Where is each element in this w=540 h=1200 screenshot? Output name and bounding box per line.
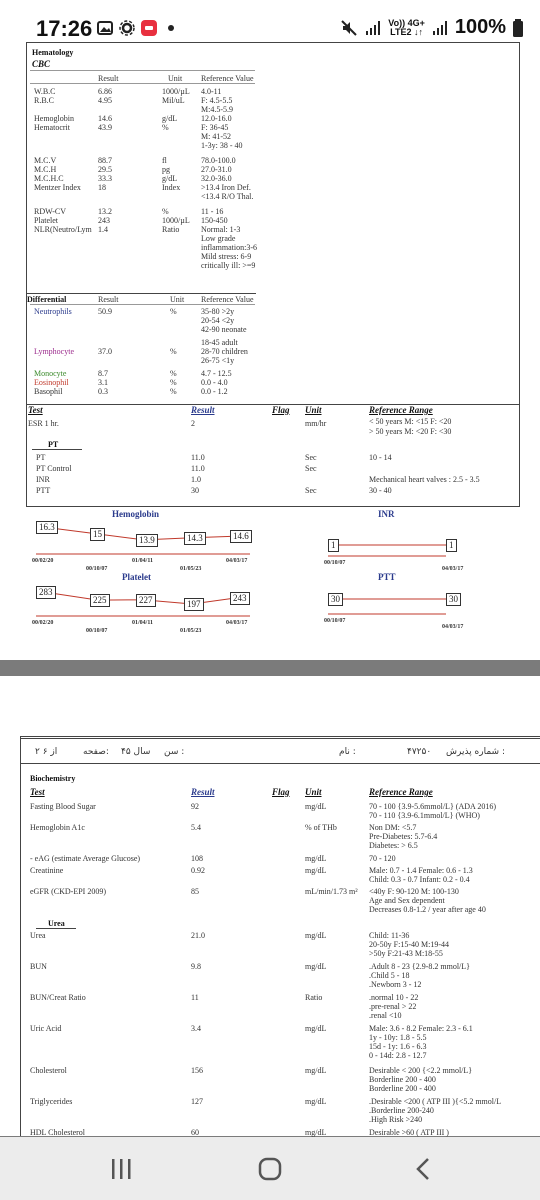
cbc-row-ref: 27.0-31.0	[201, 165, 232, 174]
bio-row-unit: mg/dL	[305, 1128, 327, 1137]
cbc-row-result: 243	[98, 216, 110, 225]
diff-row-unit: %	[170, 378, 177, 387]
bio-row-unit: mg/dL	[305, 1024, 327, 1033]
bio-row-result: 127	[191, 1097, 203, 1106]
esr-ref-header: Reference Range	[369, 405, 433, 415]
bio-row-unit: mg/dL	[305, 866, 327, 875]
cbc-row-unit: Mil/uL	[162, 96, 185, 105]
cbc-row-ref: >13.4 Iron Def.	[201, 183, 251, 192]
bio-row-ref: 0 - 14d: 2.8 - 12.7	[369, 1051, 427, 1060]
cbc-row-unit: %	[162, 207, 169, 216]
diff-ref-header: Reference Value	[201, 295, 254, 304]
bio-row-name: HDL Cholesterol	[30, 1128, 86, 1137]
chart-x-tick: 00/02/20	[32, 620, 54, 626]
dot-icon	[162, 19, 180, 37]
bio-row-name: Fasting Blood Sugar	[30, 802, 96, 811]
cbc-row-unit: Index	[162, 183, 181, 192]
esr-unit-header: Unit	[305, 405, 322, 415]
bio-row-result: 3.4	[191, 1024, 201, 1033]
bio-row-name: Hemoglobin A1c	[30, 823, 85, 832]
diff-row-ref: 4.7 - 12.5	[201, 369, 232, 378]
bio-row-name: Uric Acid	[30, 1024, 62, 1033]
pt-row-result: 11.0	[191, 464, 205, 473]
cbc-row-name: Hematocrit	[34, 123, 70, 132]
bio-row-ref: 15d - 1y: 1.6 - 6.3	[369, 1042, 427, 1051]
cbc-row-result: 13.2	[98, 207, 112, 216]
cbc-row-ref: Mild stress: 6-9	[201, 252, 252, 261]
chart-x-tick: 04/03/17	[442, 566, 464, 572]
diff-row-ref: 18-45 adult	[201, 338, 238, 347]
pt-row-name: INR	[36, 475, 50, 484]
cbc-row-result: 1.4	[98, 225, 108, 234]
cbc-ref-header: Reference Value	[201, 74, 254, 83]
diff-row-ref: 0.0 - 1.2	[201, 387, 228, 396]
diff-row-unit: %	[170, 387, 177, 396]
chart-data-point: 1	[328, 539, 339, 552]
diff-row-ref: 42-90 neonate	[201, 325, 247, 334]
pt-row-name: PTT	[36, 486, 51, 495]
app-badge-icon	[140, 19, 158, 37]
diff-row-name: Lymphocyte	[34, 347, 74, 356]
bio-row-ref: Child: 11-36	[369, 931, 410, 940]
chart-x-tick: 04/03/17	[226, 620, 248, 626]
chart-data-point: 243	[230, 592, 250, 605]
diff-row-result: 0.3	[98, 387, 108, 396]
bio-row-ref: .Child 5 - 18	[369, 971, 410, 980]
diff-row-name: Neutrophils	[34, 307, 72, 316]
bio-row-ref: .normal 10 - 22	[369, 993, 419, 1002]
home-button[interactable]	[250, 1155, 290, 1183]
bio-row-ref: 20-50y F:15-40 M:19-44	[369, 940, 449, 949]
cbc-row-ref: inflammation:3-6	[201, 243, 257, 252]
bio-row-ref: .High Risk >240	[369, 1115, 423, 1124]
cbc-row-unit: Ratio	[162, 225, 180, 234]
bio-row-name: - eAG (estimate Average Glucose)	[30, 854, 141, 863]
bio-row-ref: .Adult 8 - 23 {2.9-8.2 mmol/L}	[369, 962, 471, 971]
cbc-row-name: RDW-CV	[34, 207, 66, 216]
esr-name: ESR 1 hr.	[28, 419, 59, 428]
bio-row-ref: Non DM: <5.7	[369, 823, 417, 832]
clock: 17:26	[36, 16, 93, 41]
pt-row-result: 1.0	[191, 475, 201, 484]
cbc-row-ref: F: 36-45	[201, 123, 229, 132]
cbc-row-name: W.B.C	[34, 87, 56, 96]
pt-row-ref: Mechanical heart valves : 2.5 - 3.5	[369, 475, 480, 484]
cbc-row-ref: critically ill: >=9	[201, 261, 256, 270]
pt-row-unit: Sec	[305, 486, 317, 495]
bio-row-unit: mg/dL	[305, 1097, 327, 1106]
chart-x-tick: 01/04/11	[132, 620, 154, 626]
chart-x-tick: 01/04/11	[132, 558, 154, 564]
esr-ref-2: > 50 years M: <20 F: <30	[369, 427, 452, 436]
cbc-row-ref: 150-450	[201, 216, 228, 225]
cbc-row-name: M.C.H	[34, 165, 57, 174]
bio-row-ref: Desirable >60 ( ATP III )	[369, 1128, 449, 1137]
bio-row-ref: Pre-Diabetes: 5.7-6.4	[369, 832, 438, 841]
cbc-row-ref: 11 - 16	[201, 207, 224, 216]
cbc-row-name: Mentzer Index	[34, 183, 81, 192]
bio-test-header: Test	[30, 787, 45, 797]
bio-row-result: 9.8	[191, 962, 201, 971]
chart-data-point: 14.6	[230, 530, 252, 543]
diff-row-ref: 35-80 >2y	[201, 307, 235, 316]
chart-data-point: 197	[184, 598, 204, 611]
diff-row-result: 8.7	[98, 369, 108, 378]
cbc-row-result: 33.3	[98, 174, 112, 183]
diff-unit-header: Unit	[170, 295, 185, 304]
cbc-result-header: Result	[98, 74, 119, 83]
cbc-row-unit: 1000/µL	[162, 216, 190, 225]
diff-row-ref: 28-70 children	[201, 347, 248, 356]
bio-ref-header: Reference Range	[369, 787, 433, 797]
bio-row-unit: mg/dL	[305, 1066, 327, 1075]
chart-title: INR	[378, 509, 395, 519]
cbc-unit-header: Unit	[168, 74, 183, 83]
signal-icon	[364, 19, 382, 37]
bio-row-ref: Decreases 0.8-1.2 / year after age 40	[369, 905, 486, 914]
network-top: Vo)) 4G+	[388, 17, 425, 28]
bio-row-unit: Ratio	[305, 993, 323, 1002]
age-value: ۴۵ سال	[121, 747, 151, 757]
bio-row-result: 85	[191, 887, 199, 896]
diff-row-name: Monocyte	[34, 369, 67, 378]
chart-x-tick: 00/10/07	[324, 618, 346, 624]
chart-x-tick: 00/02/20	[32, 558, 54, 564]
bio-unit-header: Unit	[305, 787, 322, 797]
bio-result-header: Result	[191, 787, 215, 797]
diff-row-ref: 0.0 - 4.0	[201, 378, 228, 387]
cbc-row-unit: g/dL	[162, 174, 178, 183]
bio-row-ref: 1y - 10y: 1.8 - 5.5	[369, 1033, 427, 1042]
cbc-row-result: 6.86	[98, 87, 112, 96]
bio-row-name: Creatinine	[30, 866, 64, 875]
cbc-row-unit: g/dL	[162, 114, 178, 123]
cbc-row-ref: 12.0-16.0	[201, 114, 232, 123]
cbc-row-name: R.B.C	[34, 96, 55, 105]
mute-icon	[340, 19, 358, 37]
esr-test-header: Test	[28, 405, 43, 415]
bio-row-ref: .renal <10	[369, 1011, 402, 1020]
bio-row-unit: mg/dL	[305, 802, 327, 811]
bio-row-name: Triglycerides	[30, 1097, 73, 1106]
cbc-row-ref: F: 4.5-5.5	[201, 96, 233, 105]
recent-apps-button[interactable]	[101, 1155, 141, 1183]
cbc-row-ref: 78.0-100.0	[201, 156, 236, 165]
bio-row-ref: Borderline 200 - 400	[369, 1075, 436, 1084]
diff-row-ref: 20-54 <2y	[201, 316, 235, 325]
chart-data-point: 13.9	[136, 534, 158, 547]
bio-row-ref: Age and Sex dependent	[369, 896, 445, 905]
bio-row-result: 5.4	[191, 823, 201, 832]
bio-row-ref: Child: 0.3 - 0.7 Infant: 0.2 - 0.4	[369, 875, 470, 884]
chart-data-point: 225	[90, 594, 110, 607]
bio-row-result: 156	[191, 1066, 203, 1075]
chart-data-point: 283	[36, 586, 56, 599]
chart-x-tick: 01/05/23	[180, 628, 202, 634]
settings-icon	[118, 19, 136, 37]
bio-row-ref: <40y F: 90-120 M: 100-130	[369, 887, 459, 896]
battery-icon	[512, 19, 524, 37]
subsection-title: CBC	[32, 59, 51, 69]
chart-title: Platelet	[122, 572, 151, 582]
cbc-row-ref: <13.4 R/O Thal.	[201, 192, 254, 201]
biochem-title: Biochemistry	[30, 774, 76, 783]
gallery-icon	[96, 19, 114, 37]
bio-row-result: 11	[191, 993, 199, 1002]
network-bottom: LTE2 ↓↑	[390, 26, 423, 37]
cbc-row-ref: 4.0-11	[201, 87, 222, 96]
pt-row-unit: Sec	[305, 453, 317, 462]
bio-row-name: BUN	[30, 962, 47, 971]
bio-row-ref: 70 - 120	[369, 854, 396, 863]
bio-flag-header: Flag	[272, 787, 290, 797]
bio-row-unit: mg/dL	[305, 854, 327, 863]
signal-2-icon	[431, 19, 449, 37]
navigation-bar	[0, 1137, 540, 1200]
cbc-row-unit: pg	[162, 165, 170, 174]
cbc-row-ref: 1-3y: 38 - 40	[201, 141, 243, 150]
bio-row-result: 108	[191, 854, 203, 863]
age-label: سن :	[164, 747, 185, 757]
cbc-row-result: 18	[98, 183, 106, 192]
chart-x-tick: 00/10/07	[86, 628, 108, 634]
pt-row-name: PT Control	[36, 464, 72, 473]
receipt-label: شماره پذیرش :	[446, 747, 506, 757]
cbc-row-name: M.C.V	[34, 156, 57, 165]
cbc-row-unit: %	[162, 123, 169, 132]
bio-row-name: BUN/Creat Ratio	[30, 993, 86, 1002]
cbc-row-ref: Low grade	[201, 234, 236, 243]
bio-row-result: 0.92	[191, 866, 205, 875]
pt-row-ref: 30 - 40	[369, 486, 392, 495]
cbc-row-ref: M: 41-52	[201, 132, 231, 141]
bio-row-result: 92	[191, 802, 199, 811]
bio-row-unit: % of THb	[305, 823, 337, 832]
bio-row-ref: .Desirable <200 ( ATP III ){<5.2 mmol/L	[369, 1097, 502, 1106]
cbc-row-ref: 32.0-36.0	[201, 174, 232, 183]
cbc-row-name: Platelet	[34, 216, 58, 225]
chart-data-point: 30	[446, 593, 461, 606]
name-label: نام :	[339, 747, 356, 757]
bio-row-name: Urea	[30, 931, 46, 940]
bio-row-ref: Desirable < 200 {<2.2 mmol/L}	[369, 1066, 473, 1075]
diff-row-name: Basophil	[34, 387, 63, 396]
chart-data-point: 227	[136, 594, 156, 607]
pt-title: PT	[48, 440, 59, 449]
chart-x-tick: 04/03/17	[226, 558, 248, 564]
bio-row-unit: mg/dL	[305, 931, 327, 940]
page-label: صفحه:	[83, 747, 109, 757]
chart-x-tick: 04/03/17	[442, 624, 464, 630]
report-page-2[interactable]	[0, 676, 540, 1136]
bio-row-name: Cholesterol	[30, 1066, 67, 1075]
cbc-row-name: NLR(Neutro/Lym	[34, 225, 92, 234]
bio-row-result: 60	[191, 1128, 199, 1137]
diff-row-ref: 26-75 <1y	[201, 356, 235, 365]
chart-title: Hemoglobin	[112, 509, 160, 519]
receipt-value: ۴۷۲۵۰	[407, 747, 432, 757]
chart-data-point: 16.3	[36, 521, 58, 534]
diff-row-name: Eosinophil	[34, 378, 69, 387]
cbc-row-result: 4.95	[98, 96, 112, 105]
bio-row-ref: Borderline 200 - 400	[369, 1084, 436, 1093]
chart-data-point: 14.3	[184, 532, 206, 545]
chart-data-point: 1	[446, 539, 457, 552]
bio-row-result: 21.0	[191, 931, 205, 940]
bio-row-ref: 70 - 110 {3.9-6.1mmol/L} (WHO)	[369, 811, 480, 820]
chart-x-tick: 00/10/07	[86, 566, 108, 572]
pt-row-result: 11.0	[191, 453, 205, 462]
cbc-row-name: M.C.H.C	[34, 174, 64, 183]
cbc-row-name: Hemoglobin	[34, 114, 74, 123]
bio-row-ref: >50y F:21-43 M:18-55	[369, 949, 443, 958]
battery-percent: 100%	[454, 16, 506, 38]
cbc-row-result: 29.5	[98, 165, 112, 174]
pt-row-ref: 10 - 14	[369, 453, 392, 462]
bio-row-name: eGFR (CKD-EPI 2009)	[30, 887, 106, 896]
back-button[interactable]	[404, 1155, 444, 1183]
chart-data-point: 30	[328, 593, 343, 606]
bio-row-ref: 70 - 100 {3.9-5.6mmol/L} (ADA 2016)	[369, 802, 497, 811]
esr-ref-1: < 50 years M: <15 F: <20	[369, 417, 452, 426]
pt-row-result: 30	[191, 486, 199, 495]
esr-flag-header: Flag	[272, 405, 290, 415]
bio-row-unit: mL/min/1.73 m²	[305, 887, 358, 896]
diff-result-header: Result	[98, 295, 119, 304]
diff-row-unit: %	[170, 347, 177, 356]
bio-row-ref: .pre-renal > 22	[369, 1002, 417, 1011]
page-value: ۲ از ۶	[35, 747, 58, 757]
section-title: Hematology	[32, 48, 74, 57]
pt-row-unit: Sec	[305, 464, 317, 473]
cbc-row-ref: Normal: 1-3	[201, 225, 241, 234]
report-page-1[interactable]	[0, 42, 540, 660]
notification-icons	[96, 19, 180, 37]
network-type	[388, 19, 425, 37]
cbc-row-result: 88.7	[98, 156, 112, 165]
bio-row-ref: .Newborn 3 - 12	[369, 980, 422, 989]
esr-result-header: Result	[191, 405, 215, 415]
cbc-row-unit: 1000/µL	[162, 87, 190, 96]
bio-row-ref: Diabetes: > 6.5	[369, 841, 418, 850]
chart-x-tick: 01/05/23	[180, 566, 202, 572]
bio-row-unit: mg/dL	[305, 962, 327, 971]
diff-row-unit: %	[170, 307, 177, 316]
esr-unit: mm/hr	[305, 419, 327, 428]
diff-row-result: 3.1	[98, 378, 108, 387]
diff-row-unit: %	[170, 369, 177, 378]
cbc-row-result: 43.9	[98, 123, 112, 132]
diff-row-result: 50.9	[98, 307, 112, 316]
esr-result: 2	[191, 419, 195, 428]
bio-row-ref: .Borderline 200-240	[369, 1106, 434, 1115]
cbc-row-result: 14.6	[98, 114, 112, 123]
bio-row-ref: Male: 0.7 - 1.4 Female: 0.6 - 1.3	[369, 866, 473, 875]
bio-row-ref: Male: 3.6 - 8.2 Female: 2.3 - 6.1	[369, 1024, 473, 1033]
chart-data-point: 15	[90, 528, 105, 541]
cbc-row-ref: M:4.5-5.9	[201, 105, 233, 114]
chart-x-tick: 00/10/07	[324, 560, 346, 566]
urea-section-title: Urea	[48, 919, 65, 928]
pt-row-name: PT	[36, 453, 46, 462]
differential-title: Differential	[27, 295, 67, 304]
diff-row-result: 37.0	[98, 347, 112, 356]
chart-title: PTT	[378, 572, 396, 582]
cbc-row-unit: fl	[162, 156, 167, 165]
